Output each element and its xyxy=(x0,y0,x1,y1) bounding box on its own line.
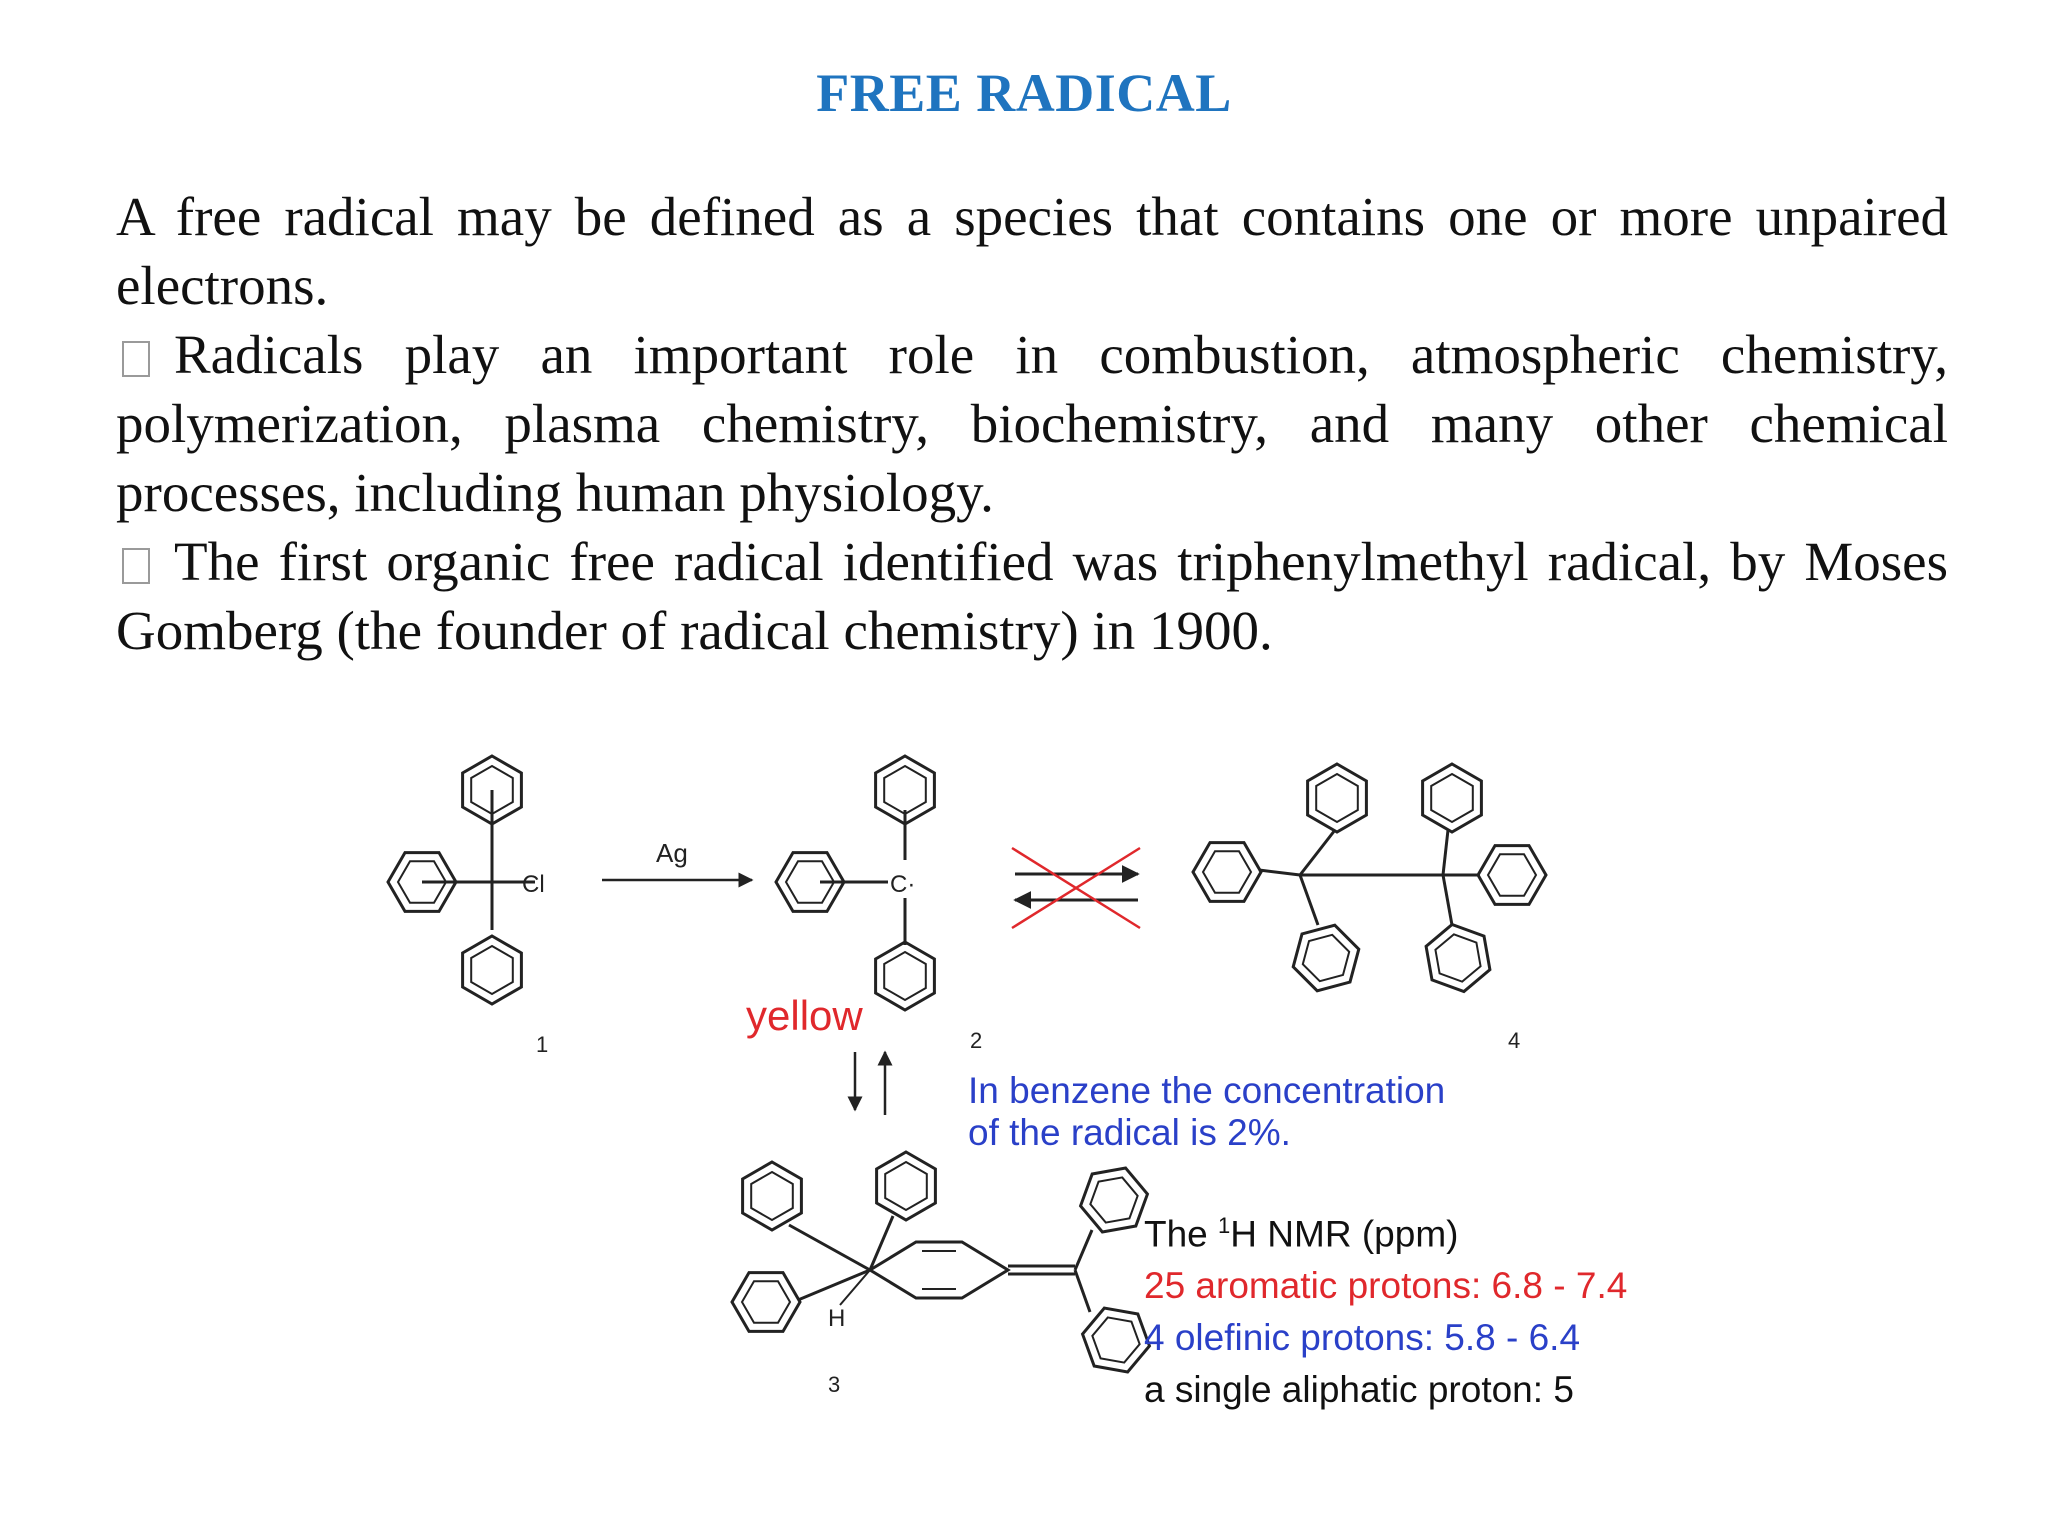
phenyl-ring xyxy=(463,936,522,1004)
bullet-text-1: Radicals play an important role in combustion, atmospheric chemistry, polymerization, plasma chemistry, biochemistry, and many other chemical processes, including human physiology. xyxy=(116,324,1948,523)
nmr-title-superscript: 1 xyxy=(1218,1213,1231,1238)
phenyl-ring xyxy=(732,1273,800,1332)
bullet-paragraph-1 xyxy=(116,320,1948,527)
compound-number-2: 2 xyxy=(970,1028,983,1053)
compound-4-hexaphenylethane xyxy=(1193,764,1546,998)
nmr-aliphatic-proton: a single aliphatic proton: 5 xyxy=(1144,1369,1574,1411)
compound-1-trityl-chloride xyxy=(388,756,535,1004)
benzene-concentration-note xyxy=(968,1070,1445,1154)
phenyl-ring xyxy=(1478,846,1546,905)
crossed-equilibrium-arrows xyxy=(1012,848,1140,928)
nmr-title xyxy=(1144,1200,1627,1260)
phenyl-ring xyxy=(1423,764,1482,832)
phenyl-ring xyxy=(1289,918,1363,999)
bullet-paragraph-2 xyxy=(116,527,1948,665)
phenyl-ring xyxy=(877,1152,936,1220)
nmr-title-prefix: The xyxy=(1144,1213,1219,1255)
phenyl-ring xyxy=(1308,764,1367,832)
bullet-box-icon xyxy=(122,548,150,584)
slide-title: FREE RADICAL xyxy=(816,63,1232,123)
hydrogen-label: H xyxy=(828,1305,846,1332)
nmr-olefinic-protons: 4 olefinic protons: 5.8 - 6.4 xyxy=(1144,1317,1581,1359)
bullet-text-2: The first organic free radical identified was triphenylmethyl radical, by Moses Gomberg (the founder of radical chemistry) in 1900. xyxy=(116,531,1948,661)
definition-paragraph: A free radical may be defined as a species that contains one or more unpaired electrons. xyxy=(116,186,1948,316)
nmr-data-block xyxy=(1144,1200,1627,1416)
phenyl-ring xyxy=(776,853,844,912)
compound-number-4: 4 xyxy=(1508,1028,1521,1053)
compound-3-quinoid-dimer xyxy=(732,1152,1155,1382)
body-text xyxy=(116,182,1948,665)
benzene-note-line-2: of the radical is 2%. xyxy=(968,1112,1291,1153)
nmr-aromatic-protons: 25 aromatic protons: 6.8 - 7.4 xyxy=(1144,1265,1628,1307)
compound-number-3: 3 xyxy=(828,1372,841,1397)
benzene-note-line-1: In benzene the concentration xyxy=(968,1070,1446,1111)
phenyl-ring xyxy=(1193,843,1261,902)
phenyl-ring xyxy=(1075,1158,1154,1242)
nmr-title-suffix: H NMR (ppm) xyxy=(1230,1213,1459,1255)
phenyl-ring xyxy=(743,1162,802,1230)
vertical-equilibrium-arrows xyxy=(855,1052,885,1115)
chloro-label: Cl xyxy=(522,871,545,898)
phenyl-ring xyxy=(876,756,935,824)
compound-number-1: 1 xyxy=(536,1032,549,1057)
phenyl-ring xyxy=(876,942,935,1010)
radical-carbon-label: C· xyxy=(890,871,916,898)
phenyl-ring xyxy=(1423,919,1493,996)
reagent-label: Ag xyxy=(656,838,688,868)
bullet-box-icon xyxy=(122,341,150,377)
color-note: yellow xyxy=(746,992,863,1039)
gomberg-reaction-figure xyxy=(340,730,1720,1510)
